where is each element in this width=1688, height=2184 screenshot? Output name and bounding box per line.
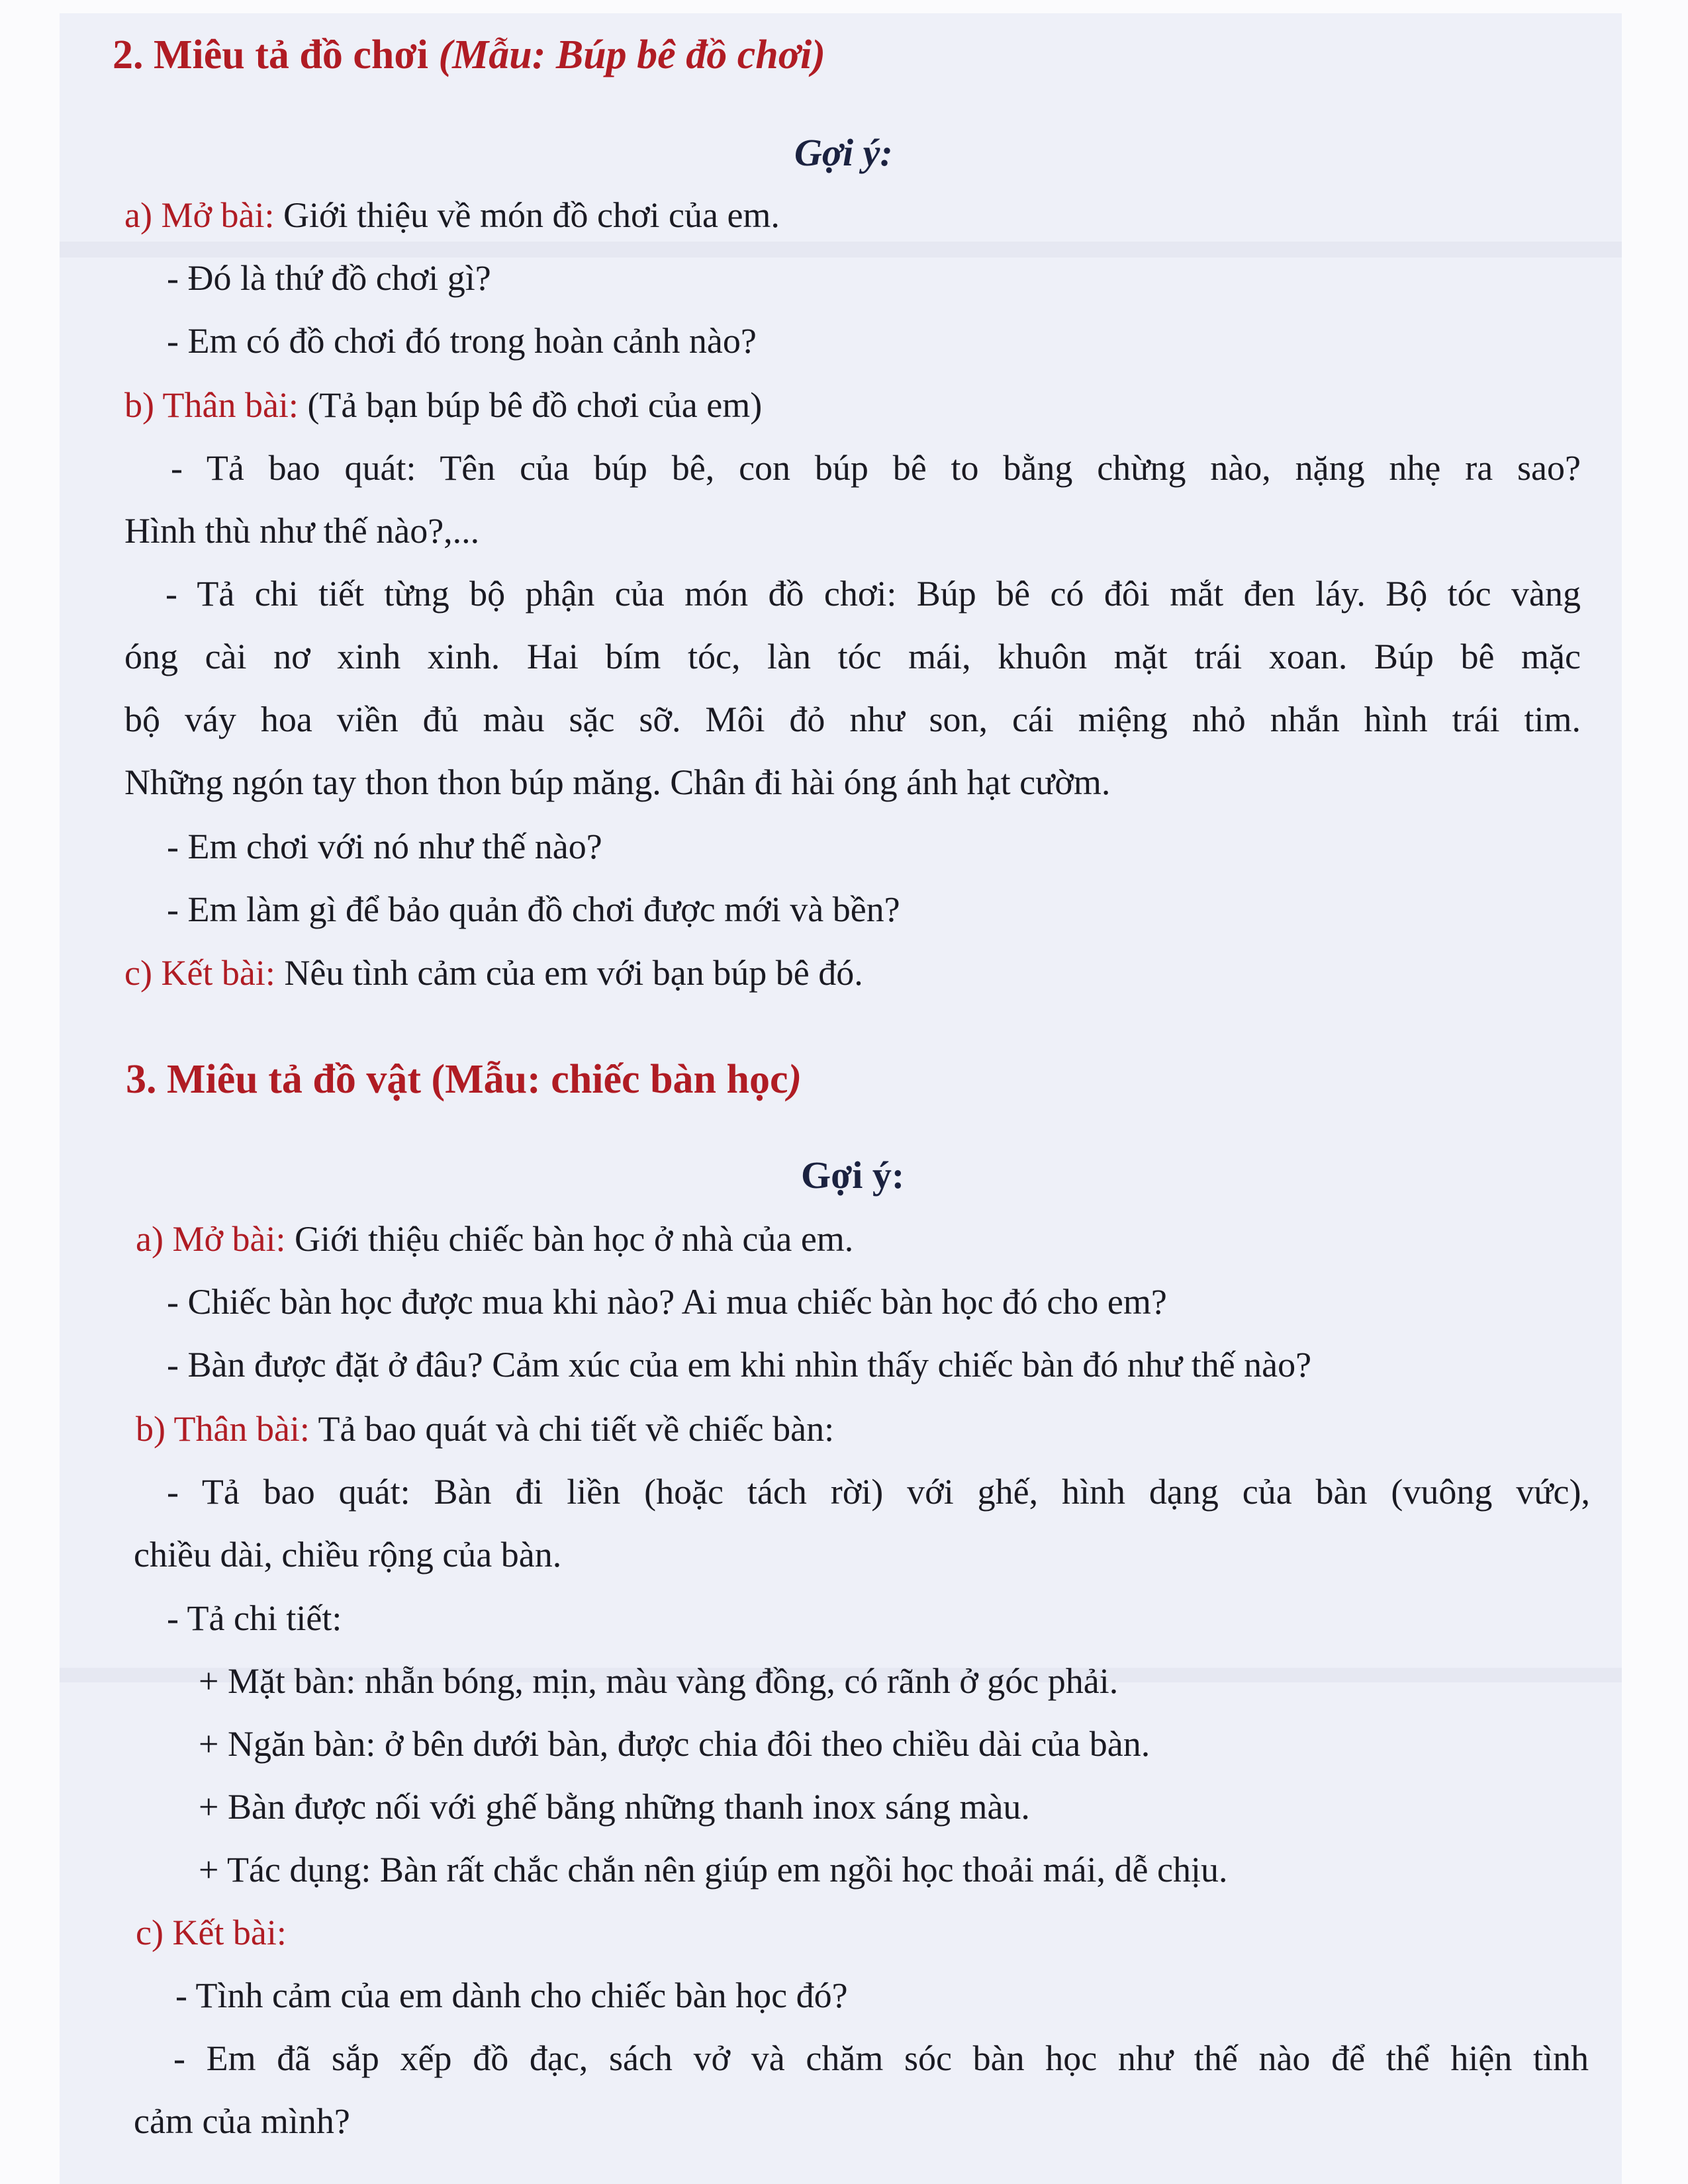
section-2-body-item: Hình thù như thế nào?,... [124, 511, 480, 551]
section-3-detail-item: + Bàn được nối với ghế bằng những thanh inox sáng màu. [199, 1787, 1030, 1827]
section-3-body-item: - Tả chi tiết: [167, 1598, 342, 1638]
section-2-title: 2. Miêu tả đồ chơi (Mẫu: Búp bê đồ chơi) [113, 32, 825, 77]
section-2-body-item: óng cài nơ xinh xinh. Hai bím tóc, làn tóc mái, khuôn mặt trái xoan. Búp bê mặc [124, 637, 1581, 676]
section-2-body-item: - Tả bao quát: Tên của búp bê, con búp bê to bằng chừng nào, nặng nhẹ ra sao? [171, 448, 1581, 488]
section-3-intro-item: - Bàn được đặt ở đâu? Cảm xúc của em khi nhìn thấy chiếc bàn đó như thế nào? [167, 1345, 1312, 1385]
section-3-body-item: chiều dài, chiều rộng của bàn. [134, 1535, 562, 1574]
section-2-body-item: - Tả chi tiết từng bộ phận của món đồ chơi: Búp bê có đôi mắt đen láy. Bộ tóc vàng [165, 574, 1581, 614]
section-3-detail-item: + Tác dụng: Bàn rất chắc chắn nên giúp em ngồi học thoải mái, dễ chịu. [199, 1850, 1228, 1889]
section-3-detail-item: + Mặt bàn: nhẵn bóng, mịn, màu vàng đồng, có rãnh ở góc phải. [199, 1661, 1119, 1701]
section-3-intro: a) Mở bài: Giới thiệu chiếc bàn học ở nhà của em. [136, 1219, 854, 1259]
section-3-body-item: - Tả bao quát: Bàn đi liền (hoặc tách rời) với ghế, hình dạng của bàn (vuông vức), [167, 1472, 1590, 1512]
section-2-body-item: bộ váy hoa viền đủ màu sặc sỡ. Môi đỏ như son, cái miệng nhỏ nhắn hình trái tim. [124, 700, 1581, 739]
section-3-conclusion-label: c) Kết bài: [136, 1913, 287, 1952]
section-2-hint-heading: Gợi ý: [794, 131, 893, 174]
section-2-body-item: - Em chơi với nó như thế nào? [167, 827, 602, 866]
section-2-body-item: - Em làm gì để bảo quản đồ chơi được mới và bền? [167, 889, 900, 929]
section-2-conclusion: c) Kết bài: Nêu tình cảm của em với bạn búp bê đó. [124, 953, 863, 993]
section-3-conclusion-item: cảm của mình? [134, 2101, 350, 2141]
section-2-intro: a) Mở bài: Giới thiệu về món đồ chơi của em. [124, 195, 780, 235]
section-2-body-item: Những ngón tay thon thon búp măng. Chân đi hài óng ánh hạt cườm. [124, 762, 1111, 802]
section-2-intro-item: - Đó là thứ đồ chơi gì? [167, 258, 491, 298]
section-3-title: 3. Miêu tả đồ vật (Mẫu: chiếc bàn học) [126, 1057, 802, 1102]
section-2-intro-item: - Em có đồ chơi đó trong hoàn cảnh nào? [167, 321, 757, 361]
section-3-body: b) Thân bài: Tả bao quát và chi tiết về chiếc bàn: [136, 1409, 835, 1449]
section-3-detail-item: + Ngăn bàn: ở bên dưới bàn, được chia đôi theo chiều dài của bàn. [199, 1724, 1150, 1764]
section-3-hint-heading: Gợi ý: [801, 1154, 905, 1197]
section-2-body: b) Thân bài: (Tả bạn búp bê đồ chơi của em) [124, 385, 763, 425]
section-3-conclusion-item: - Tình cảm của em dành cho chiếc bàn học đó? [175, 1976, 848, 2015]
section-3-conclusion-item: - Em đã sắp xếp đồ đạc, sách vở và chăm sóc bàn học như thế nào để thể hiện tình [173, 2038, 1589, 2078]
section-3-intro-item: - Chiếc bàn học được mua khi nào? Ai mua chiếc bàn học đó cho em? [167, 1282, 1167, 1322]
scan-band [60, 242, 1622, 257]
